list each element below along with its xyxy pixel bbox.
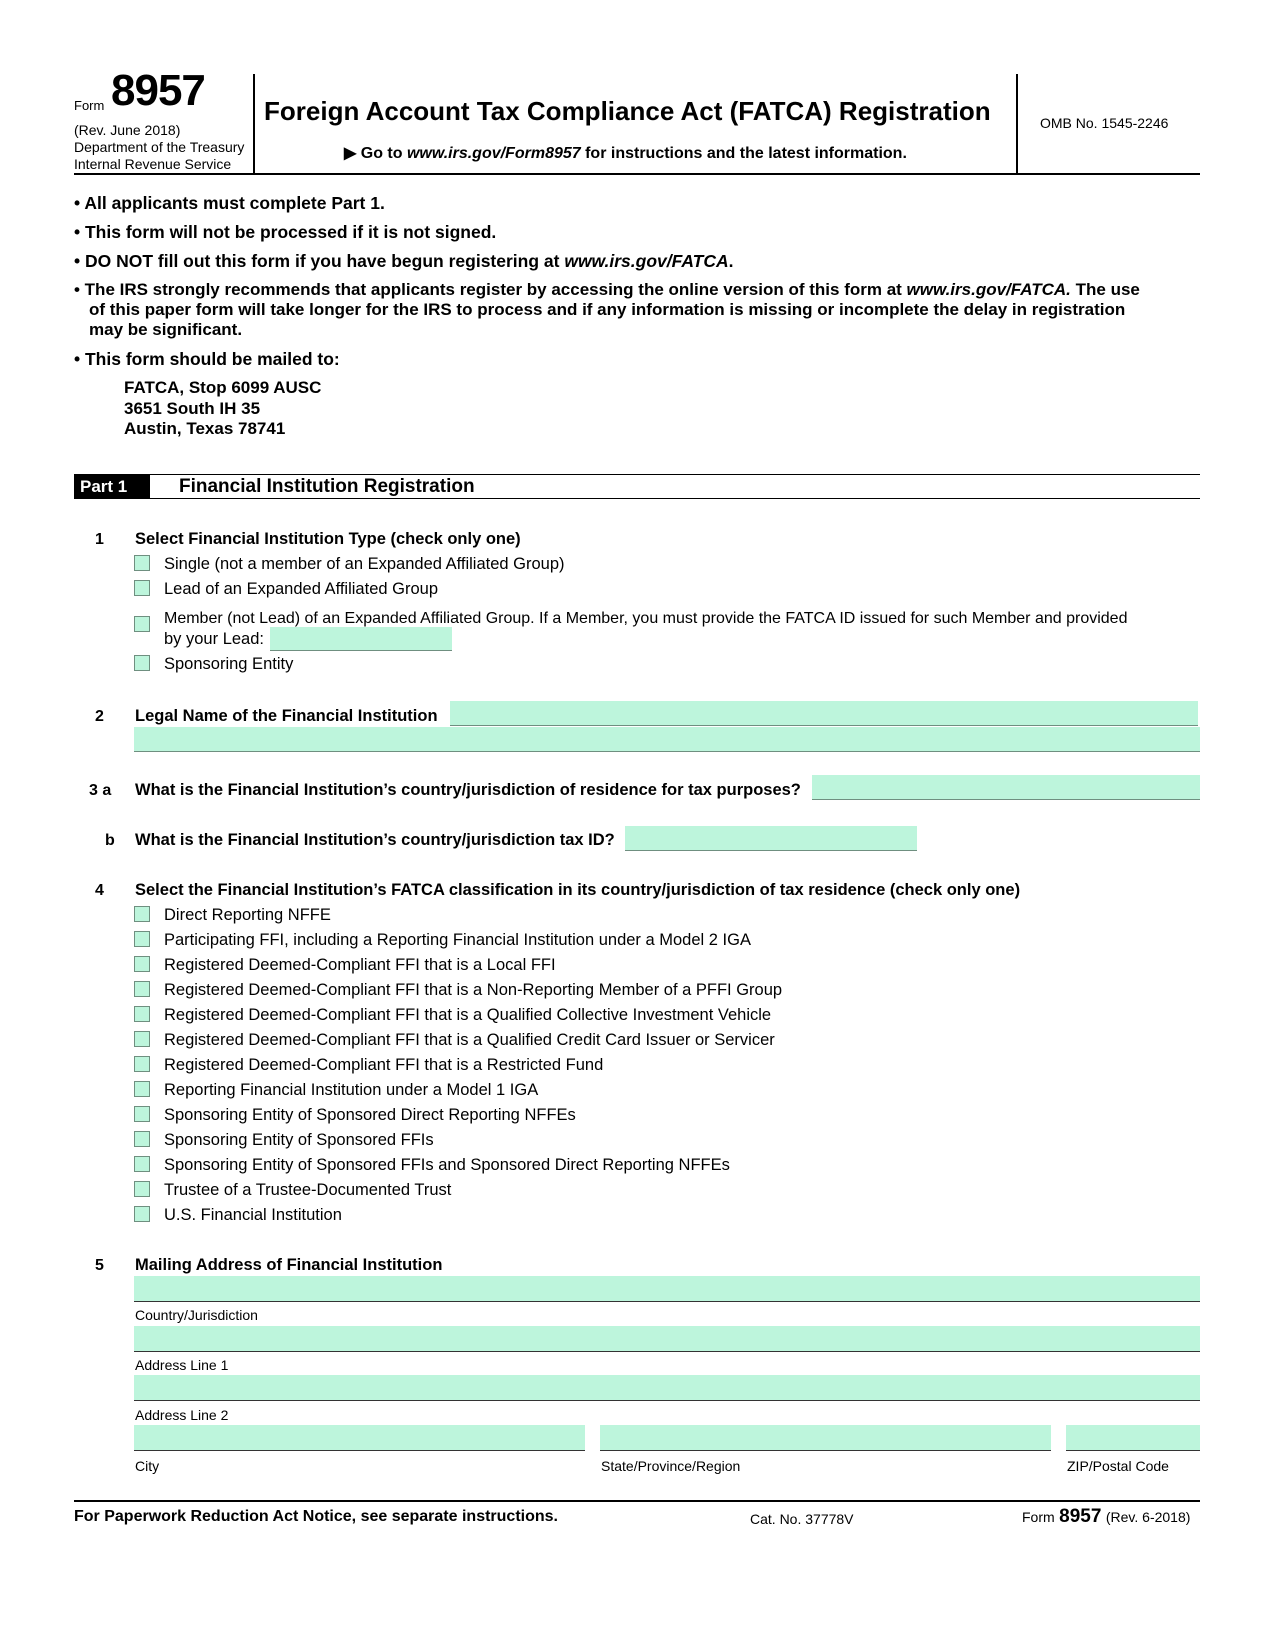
q3a-number: 3 a	[89, 782, 112, 799]
fatca-url-link[interactable]: www.irs.gov/FATCA	[564, 251, 729, 271]
catalog-number: Cat. No. 37778V	[750, 1511, 854, 1527]
part1-top-rule	[74, 474, 1200, 475]
footer-form-word: Form	[1022, 1509, 1055, 1525]
goto-suffix: for instructions and the latest information.	[580, 145, 907, 162]
state-field[interactable]	[600, 1425, 1051, 1451]
irs-name: Internal Revenue Service	[74, 156, 232, 172]
label-member-line2: by your Lead:	[164, 630, 264, 648]
mailing-line-1: FATCA, Stop 6099 AUSC	[124, 378, 322, 397]
option-label: Registered Deemed-Compliant FFI that is a Local FFI	[164, 956, 556, 974]
lead-fatca-id-field[interactable]	[270, 627, 452, 651]
address-line1-label: Address Line 1	[135, 1357, 229, 1373]
checkbox-rdc-credit-card[interactable]	[134, 1031, 150, 1047]
goto-instructions	[344, 143, 907, 163]
q3b-number: b	[105, 832, 115, 849]
paperwork-notice: For Paperwork Reduction Act Notice, see separate instructions.	[74, 1508, 558, 1525]
address-line2-label: Address Line 2	[135, 1407, 229, 1423]
form-header	[0, 0, 1275, 180]
option-label: Reporting Financial Institution under a Model 1 IGA	[164, 1081, 539, 1099]
part1-bottom-rule	[74, 498, 1200, 499]
legal-name-field-2[interactable]	[134, 727, 1200, 752]
q2-number: 2	[95, 708, 104, 725]
checkbox-rdc-local-ffi[interactable]	[134, 956, 150, 972]
mailing-line-3: Austin, Texas 78741	[124, 419, 286, 438]
q1-number: 1	[95, 531, 104, 548]
legal-name-field-1[interactable]	[450, 701, 1198, 726]
label-single: Single (not a member of an Expanded Affiliated Group)	[164, 555, 565, 573]
checkbox-direct-reporting-nffe[interactable]	[134, 906, 150, 922]
footer-form-id	[1022, 1506, 1190, 1528]
footer-revision: (Rev. 6-2018)	[1105, 1509, 1191, 1525]
checkbox-rdc-restricted-fund[interactable]	[134, 1056, 150, 1072]
city-field[interactable]	[134, 1425, 585, 1451]
form-word: Form	[74, 98, 105, 113]
checkbox-sponsoring[interactable]	[134, 655, 150, 671]
checkbox-rdc-qciv[interactable]	[134, 1006, 150, 1022]
checkbox-participating-ffi[interactable]	[134, 931, 150, 947]
header-bottom-rule	[74, 173, 1200, 175]
q3a-label: What is the Financial Institution’s country/jurisdiction of residence for tax purposes?	[135, 781, 801, 799]
q2-label: Legal Name of the Financial Institution	[135, 707, 438, 725]
option-label: Sponsoring Entity of Sponsored FFIs and Sponsored Direct Reporting NFFEs	[164, 1156, 730, 1174]
checkbox-sponsoring-ffis[interactable]	[134, 1131, 150, 1147]
checkbox-single[interactable]	[134, 555, 150, 571]
mailing-address	[124, 378, 321, 440]
checkbox-rdc-non-reporting-member[interactable]	[134, 981, 150, 997]
bullet-do-not-fill-end: .	[728, 251, 734, 271]
address-line1-field[interactable]	[134, 1326, 1200, 1352]
option-label: Sponsoring Entity of Sponsored Direct Reporting NFFEs	[164, 1106, 576, 1124]
option-label: Direct Reporting NFFE	[164, 906, 331, 924]
bullet-must-sign: • This form will not be processed if it is not signed.	[74, 222, 497, 242]
bullet-do-not-fill-text: • DO NOT fill out this form if you have begun registering at	[74, 251, 565, 271]
bullet-mail-to: • This form should be mailed to:	[74, 349, 340, 369]
state-label: State/Province/Region	[601, 1458, 741, 1474]
recommend-text: • The IRS strongly recommends that applicants register by accessing the online version of this form at	[74, 280, 907, 299]
bullet-recommend-line3: may be significant.	[89, 320, 243, 339]
bullet-do-not-fill	[74, 251, 734, 272]
label-lead: Lead of an Expanded Affiliated Group	[164, 580, 438, 598]
country-field[interactable]	[134, 1276, 1200, 1302]
part1-badge: Part 1	[74, 475, 150, 498]
city-label: City	[135, 1458, 160, 1474]
department: Department of the Treasury	[74, 139, 245, 155]
q5-label: Mailing Address of Financial Institution	[135, 1256, 443, 1274]
header-divider-left	[253, 74, 255, 174]
option-label: Trustee of a Trustee-Documented Trust	[164, 1181, 452, 1199]
checkbox-member[interactable]	[134, 616, 150, 632]
mailing-line-2: 3651 South IH 35	[124, 398, 261, 418]
checkbox-sponsoring-nffes[interactable]	[134, 1106, 150, 1122]
zip-label: ZIP/Postal Code	[1067, 1458, 1169, 1474]
option-label: Registered Deemed-Compliant FFI that is a Non-Reporting Member of a PFFI Group	[164, 981, 783, 999]
bullet-recommend-line2: of this paper form will take longer for the IRS to process and if any information is missing or incomplete the delay in registration	[89, 300, 1126, 319]
label-sponsoring: Sponsoring Entity	[164, 655, 294, 673]
zip-field[interactable]	[1066, 1425, 1200, 1451]
q1-label: Select Financial Institution Type (check only one)	[135, 530, 521, 548]
option-label: Registered Deemed-Compliant FFI that is a Qualified Credit Card Issuer or Servicer	[164, 1031, 775, 1049]
bullet-part1-required: • All applicants must complete Part 1.	[74, 193, 385, 213]
label-member-line1: Member (not Lead) of an Expanded Affiliated Group. If a Member, you must provide the FATCA ID issued for such Member and provided	[164, 610, 1128, 627]
checkbox-us-financial-institution[interactable]	[134, 1206, 150, 1222]
checkbox-lead[interactable]	[134, 580, 150, 596]
residence-country-field[interactable]	[812, 775, 1200, 800]
footer-form-number: 8957	[1059, 1506, 1102, 1527]
form-revision: (Rev. June 2018)	[74, 122, 181, 138]
form-title: Foreign Account Tax Compliance Act (FATCA) Registration	[264, 96, 991, 126]
q5-number: 5	[95, 1257, 104, 1274]
country-label: Country/Jurisdiction	[135, 1307, 258, 1323]
option-label: Registered Deemed-Compliant FFI that is a Qualified Collective Investment Vehicle	[164, 1006, 772, 1024]
checkbox-sponsoring-ffis-and-nffes[interactable]	[134, 1156, 150, 1172]
footer-rule	[74, 1500, 1200, 1502]
tax-id-field[interactable]	[625, 826, 917, 851]
goto-url[interactable]: www.irs.gov/Form8957	[406, 145, 581, 162]
q3b-label: What is the Financial Institution’s country/jurisdiction tax ID?	[135, 831, 615, 849]
form-number: 8957	[111, 66, 205, 115]
address-line2-field[interactable]	[134, 1375, 1200, 1401]
bullet-recommend-online	[74, 280, 1140, 300]
recommend-text-end: The use	[1070, 280, 1140, 299]
option-label: Participating FFI, including a Reporting Financial Institution under a Model 2 IGA	[164, 931, 751, 949]
q4-label: Select the Financial Institution’s FATCA classification in its country/jurisdiction of tax residence (check only one)	[135, 881, 1021, 899]
omb-number: OMB No. 1545-2246	[1040, 115, 1169, 131]
checkbox-trustee[interactable]	[134, 1181, 150, 1197]
fatca-url-link-2[interactable]: www.irs.gov/FATCA.	[906, 280, 1071, 299]
part1-title: Financial Institution Registration	[179, 476, 475, 497]
option-label: Registered Deemed-Compliant FFI that is a Restricted Fund	[164, 1056, 604, 1074]
header-divider-right	[1016, 74, 1018, 174]
checkbox-model1-iga[interactable]	[134, 1081, 150, 1097]
goto-prefix: ▶ Go to	[344, 145, 407, 162]
option-label: Sponsoring Entity of Sponsored FFIs	[164, 1131, 434, 1149]
q4-number: 4	[95, 882, 104, 899]
option-label: U.S. Financial Institution	[164, 1206, 342, 1224]
